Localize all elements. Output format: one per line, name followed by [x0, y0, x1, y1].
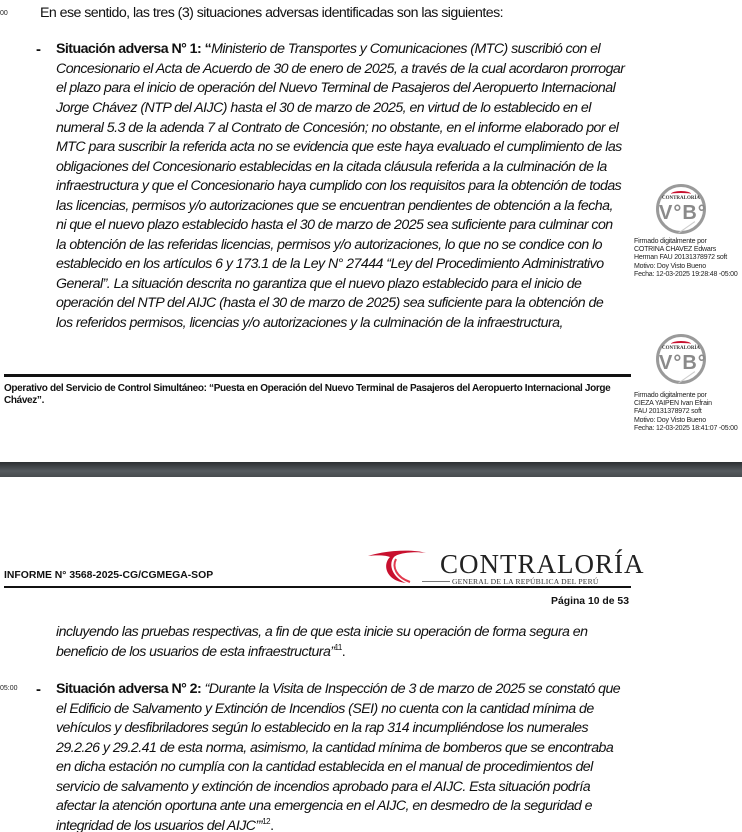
- item2-line: vehículos y desfibriladores según lo establecido en la rap 314 incumpliéndose los numerales: [56, 720, 588, 736]
- margin-stamp-fragment: 00: [0, 10, 8, 17]
- footer-rule: [4, 374, 631, 377]
- item1-line: establecido en los artículos 6 y 173.1 de la Ley N° 27444 “Ley del Procedimiento Administrativo: [56, 256, 604, 272]
- margin-stamp-fragment: 05:00: [0, 685, 18, 692]
- item2-text: “Durante la Visita de Inspección de 3 de marzo de 2025 se constató que: [204, 681, 621, 697]
- sig2-line: FAU 20131378972 soft: [634, 408, 702, 416]
- stamp-mark: V°B°: [659, 352, 707, 374]
- period: .: [341, 644, 346, 660]
- item1-line: MTC para suscribir la referida acta no se evidencia que este haya evaluado el cumplimiento de las: [56, 139, 622, 155]
- sig2-line: Motivo: Doy Visto Bueno: [634, 416, 706, 424]
- header-rule: [4, 586, 631, 588]
- continuation-line-2: [56, 643, 345, 663]
- contraloria-logo: [366, 547, 645, 587]
- page-gap: [0, 462, 742, 477]
- sig1-line: Motivo: Doy Visto Bueno: [634, 262, 706, 270]
- item2-text-last: integridad de los usuarios del AIJC: [56, 818, 256, 832]
- sig2-line: Fecha: 12-03-2025 18:41:07 -05:00: [634, 424, 738, 432]
- footer-title-line: Operativo del Servicio de Control Simultáneo: “Puesta en Operación del Nuevo Terminal de Pasajeros del Aeropuerto Internacional Jorge: [4, 383, 611, 394]
- item1-line: Jorge Chávez (NTP del AIJC) hasta el 30 de marzo de 2025, en virtud de lo establecido en el: [56, 100, 591, 116]
- close-quote: ”: [330, 644, 335, 660]
- item1-line: obligaciones del Concesionario establecidas en la citada cláusula referida a la culminación de la: [56, 159, 607, 175]
- item1-label: Situación adversa N° 1:: [56, 41, 205, 57]
- document-page-bottom: [0, 477, 742, 832]
- item2-line: 29.2.26 y 29.2.41 de esta norma, asimismo, la cantidad mínima de bomberos que se encontraba: [56, 740, 614, 756]
- continuation-text: beneficio de los usuarios de esta infraestructura: [56, 644, 331, 660]
- item1-line: el plazo para el inicio de operación del Nuevo Terminal de Pasajeros del Aeropuerto Internacional: [56, 80, 616, 96]
- item1-line: ni que el nuevo plazo establecido hasta el 30 de marzo de 2025 sea suficiente para culminar con: [56, 217, 613, 233]
- vb-stamp-1: [656, 184, 706, 234]
- item2-line-last: [56, 817, 273, 832]
- sig1-line: COTRINA CHAVEZ Edwars: [634, 246, 717, 254]
- sig2-line: CIEZA YAIPEN Ivan Efrain: [634, 400, 712, 408]
- item1-line: la obtención de las referidas licencias, permisos y/o autorizaciones, lo que no se condice con lo: [56, 237, 603, 253]
- item2-line: afectar la atención oportuna ante una emergencia en el AIJC, en desmedro de la seguridad e: [56, 798, 592, 814]
- item1-line: General”. La situación descrita no garantiza que el nuevo plazo establecido para el inicio de: [56, 276, 582, 292]
- period: .: [270, 818, 274, 832]
- item1-line: Concesionario el Acta de Acuerdo de 30 de enero de 2025, a través de la cual acordaron prorrogar: [56, 61, 625, 77]
- logo-name: CONTRALORÍA: [440, 549, 645, 579]
- item1-open-quote: “: [204, 41, 212, 57]
- digital-signature-1: [634, 238, 738, 279]
- logo-subtitle: GENERAL DE LA REPÚBLICA DEL PERÚ: [452, 577, 599, 586]
- sig1-line: Fecha: 12-03-2025 19:28:48 -05:00: [634, 270, 738, 278]
- sig1-line: Firmado digitalmente por: [634, 238, 707, 245]
- report-id: INFORME N° 3568-2025-CG/CGMEGA-SOP: [4, 570, 214, 581]
- bullet-dash-2: -: [36, 681, 41, 698]
- item1-line: infraestructura y que el Concesionario haya cumplido con los requisitos para la obtención de todas: [56, 178, 622, 194]
- digital-signature-2: [634, 392, 738, 433]
- item2-label: Situación adversa N° 2:: [56, 681, 205, 697]
- item2-line: en dicha estación no cumplía con la cantidad establecida en el manual de procedimientos del: [56, 759, 593, 775]
- logo-underline: [422, 581, 450, 582]
- item1-text: Ministerio de Transportes y Comunicaciones (MTC) suscribió con el: [211, 41, 601, 57]
- vb-stamp-2: [656, 334, 706, 384]
- sig2-line: Firmado digitalmente por: [634, 392, 707, 399]
- item1-line: numeral 5.3 de la adenda 7 al Contrato de Concesión; no obstante, en el informe elaborado por el: [56, 120, 619, 136]
- footnote-ref-11[interactable]: 11: [334, 643, 342, 652]
- item2-line: servicio de salvamento y extinción de incendios aprobado para el AIJC. Esta situación podría: [56, 779, 591, 795]
- stamp-brand: CONTRALORÍA: [661, 346, 701, 351]
- close-quote: ”’: [255, 818, 263, 832]
- stamp-mark: V°B°: [659, 202, 707, 224]
- bullet-dash-1: -: [36, 41, 41, 58]
- item2-line: el Edificio de Salvamento y Extinción de Incendios (SEI) no cuenta con la cantidad mínima de: [56, 701, 594, 717]
- intro-paragraph: En ese sentido, las tres (3) situaciones adversas identificadas son las siguientes:: [40, 5, 504, 21]
- footnote-ref-12[interactable]: 12: [262, 817, 271, 826]
- page-footer-title: [4, 383, 610, 407]
- continuation-line: incluyendo las pruebas respectivas, a fin de que esta inicie su operación de forma segura en: [56, 624, 588, 640]
- item1-line: operación del NTP del AIJC (hasta el 30 de marzo de 2025) sea suficiente para la obtención de: [56, 295, 604, 311]
- item1-line: las licencias, permisos y/o autorizaciones que se encuentran pendientes de obtención a la fecha,: [56, 198, 613, 214]
- stamp-brand: CONTRALORÍA: [661, 196, 701, 201]
- page-number: Página 10 de 53: [551, 596, 629, 607]
- item2-line-0: [56, 680, 620, 700]
- item1-line-0: [56, 40, 600, 60]
- footer-title-line: Chávez”.: [4, 395, 44, 406]
- item1-line: los referidos permisos, licencias y/o autorizaciones y la culminación de la infraestructura,: [56, 315, 563, 331]
- sig1-line: Herman FAU 20131378972 soft: [634, 254, 728, 262]
